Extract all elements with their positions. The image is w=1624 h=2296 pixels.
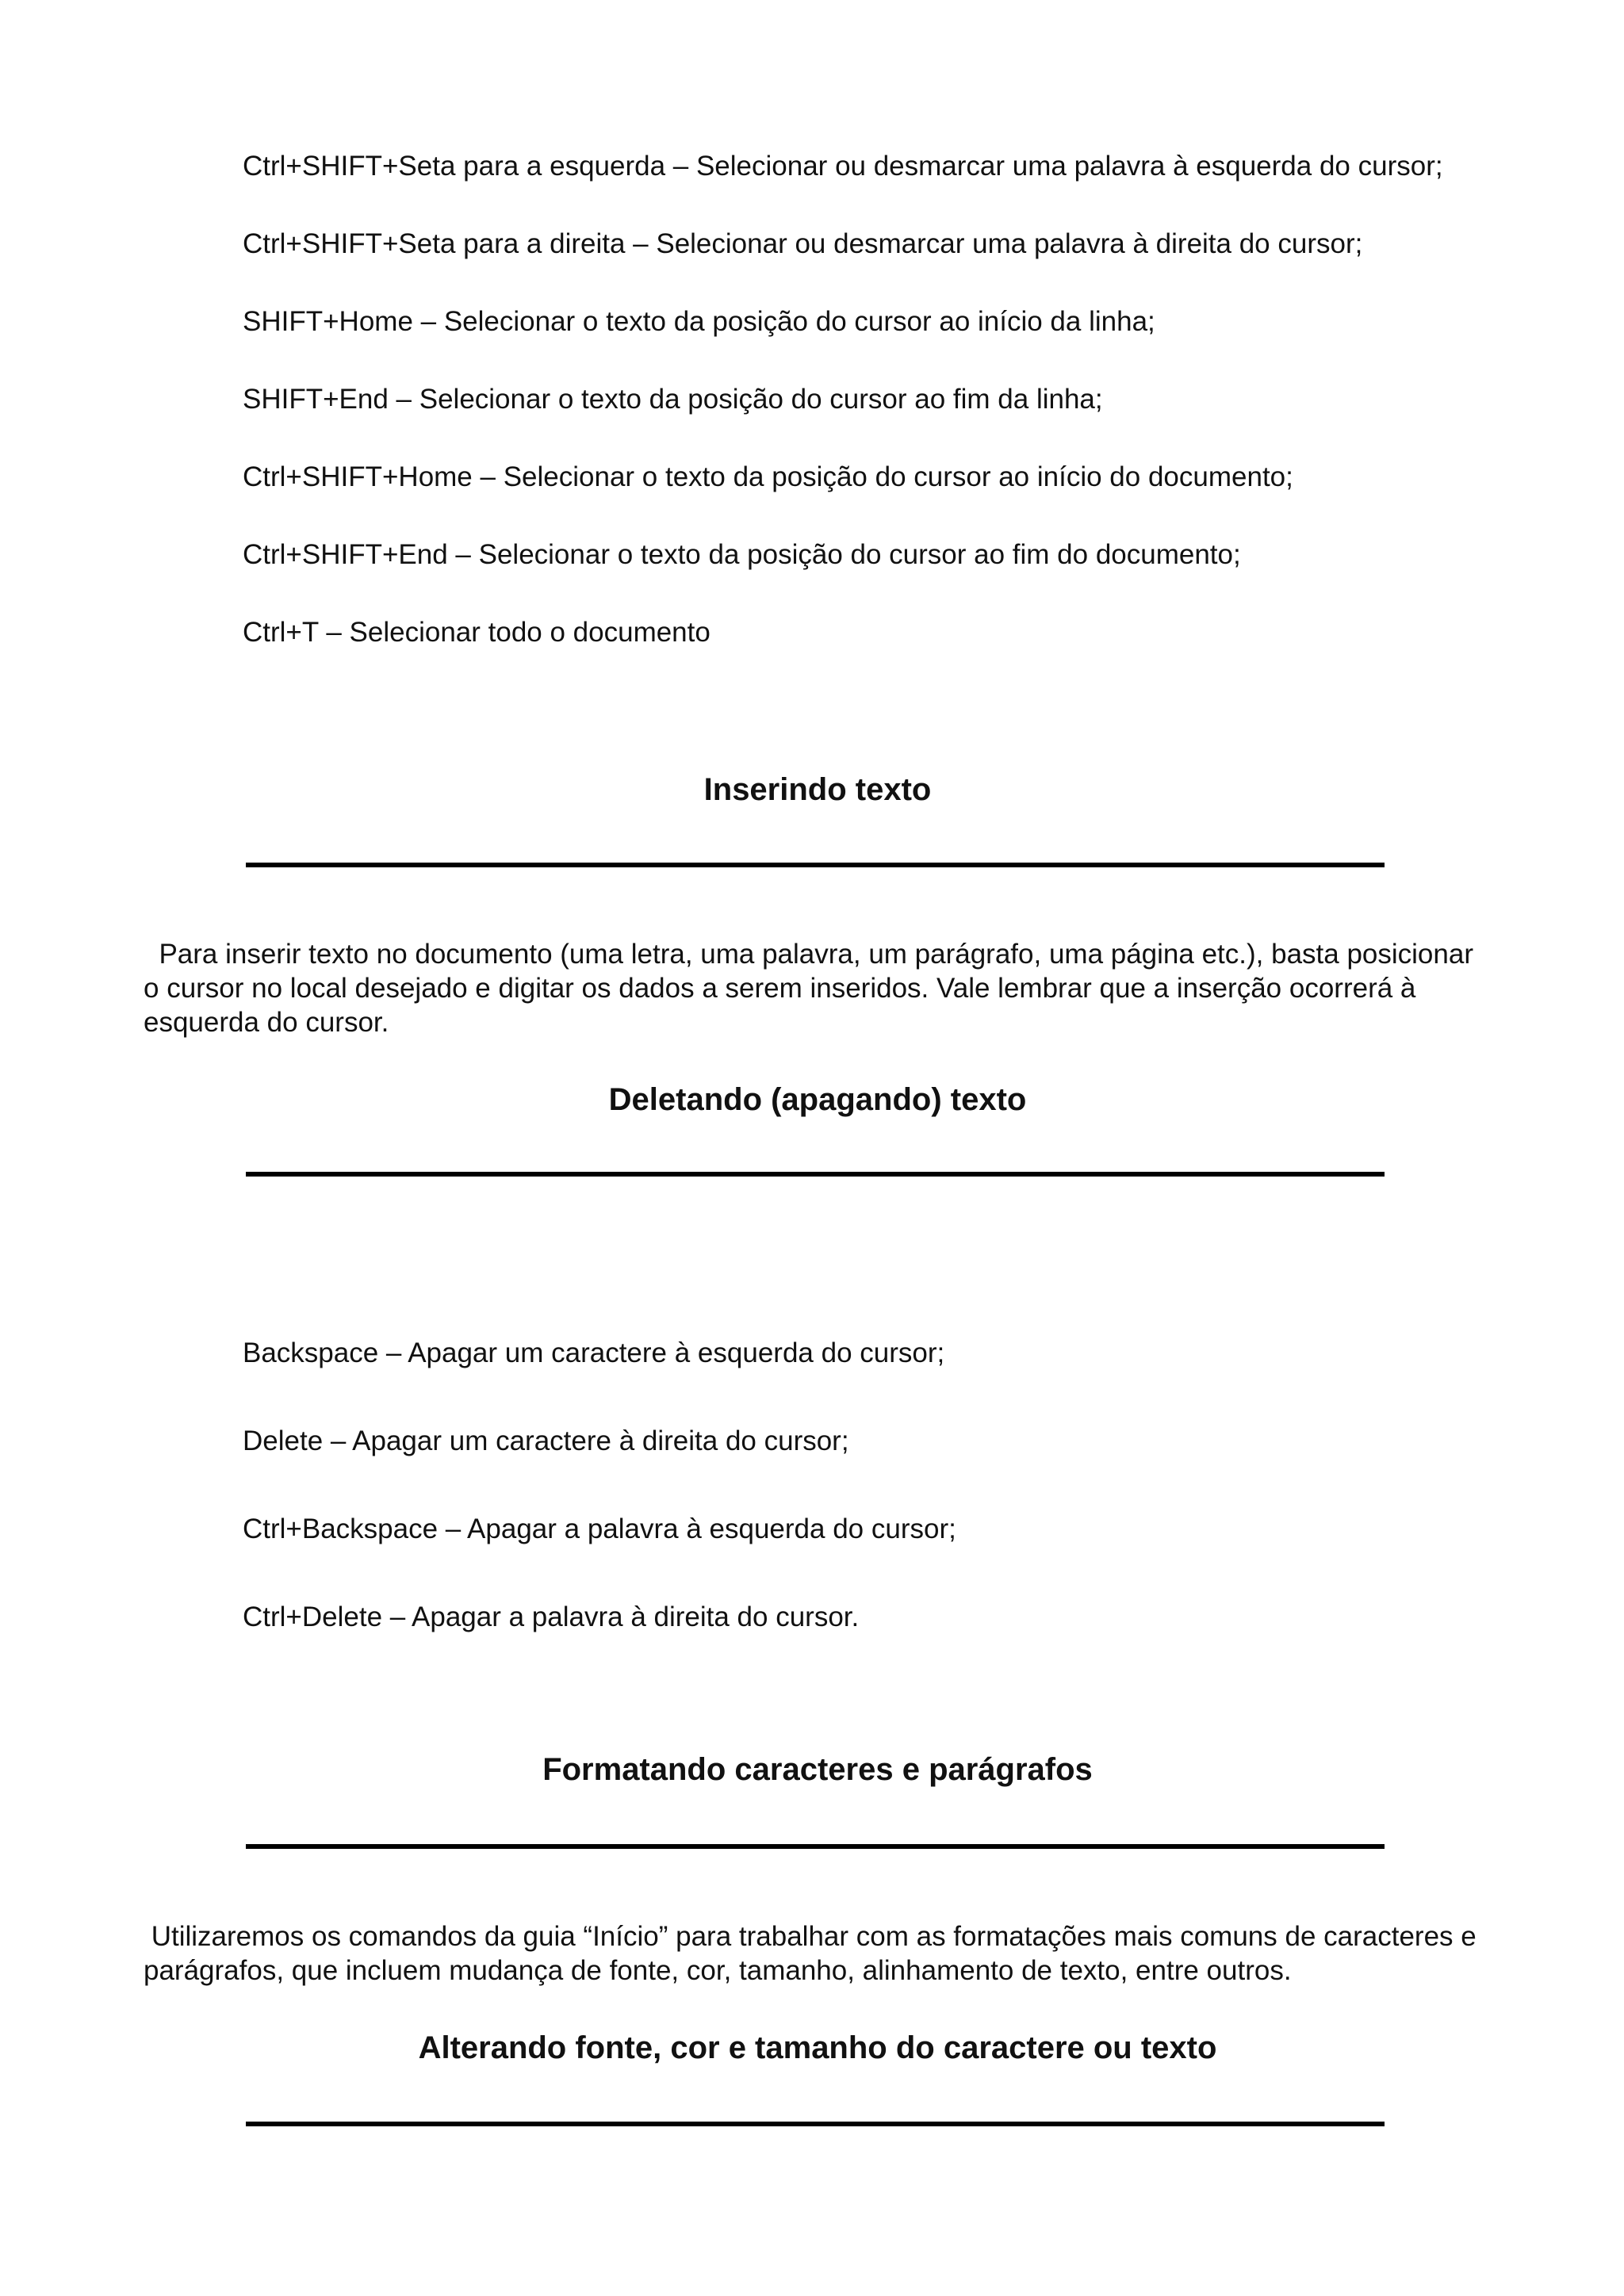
paragraph-line: esquerda do cursor. [144, 1007, 389, 1038]
paragraph-line: parágrafos, que incluem mudança de fonte, cor, tamanho, alinhamento de texto, entre outros. [144, 1955, 1292, 1986]
shortcut-item: SHIFT+End – Selecionar o texto da posição do cursor ao fim da linha; [243, 384, 1103, 415]
delete-shortcut-item: Delete – Apagar um caractere à direita do cursor; [243, 1425, 849, 1456]
paragraph-inserting [144, 937, 1492, 1039]
shortcut-item: Ctrl+SHIFT+Seta para a direita – Selecionar ou desmarcar uma palavra à direita do cursor; [243, 228, 1363, 259]
shortcut-item: Ctrl+T – Selecionar todo o documento [243, 617, 710, 648]
section-divider [246, 1172, 1385, 1177]
section-heading-deleting: Deletando (apagando) texto [608, 1082, 1027, 1117]
delete-shortcut-item: Ctrl+Backspace – Apagar a palavra à esquerda do cursor; [243, 1513, 956, 1544]
shortcut-item: Ctrl+SHIFT+Home – Selecionar o texto da posição do cursor ao início do documento; [243, 461, 1293, 492]
section-heading-formatting: Formatando caracteres e parágrafos [542, 1752, 1093, 1787]
delete-shortcut-item: Backspace – Apagar um caractere à esquerda do cursor; [243, 1337, 945, 1368]
section-heading-inserting: Inserindo texto [703, 772, 932, 807]
shortcut-item: Ctrl+SHIFT+End – Selecionar o texto da posição do cursor ao fim do documento; [243, 539, 1241, 570]
shortcut-item: Ctrl+SHIFT+Seta para a esquerda – Selecionar ou desmarcar uma palavra à esquerda do cursor; [243, 151, 1443, 182]
section-divider [246, 2122, 1385, 2126]
paragraph-line: Utilizaremos os comandos da guia “Início” para trabalhar com as formatações mais comuns de caracteres e [144, 1921, 1477, 1952]
section-divider [246, 863, 1385, 867]
shortcut-item: SHIFT+Home – Selecionar o texto da posição do cursor ao início da linha; [243, 306, 1155, 337]
paragraph-formatting [144, 1919, 1492, 1988]
paragraph-line: Para inserir texto no documento (uma letra, uma palavra, um parágrafo, uma página etc.), basta posicionar [144, 939, 1473, 970]
section-divider [246, 1844, 1385, 1849]
paragraph-line: o cursor no local desejado e digitar os dados a serem inseridos. Vale lembrar que a inserção ocorrerá à [144, 973, 1416, 1004]
section-heading-font: Alterando fonte, cor e tamanho do caractere ou texto [418, 2030, 1217, 2065]
delete-shortcut-item: Ctrl+Delete – Apagar a palavra à direita do cursor. [243, 1601, 860, 1632]
